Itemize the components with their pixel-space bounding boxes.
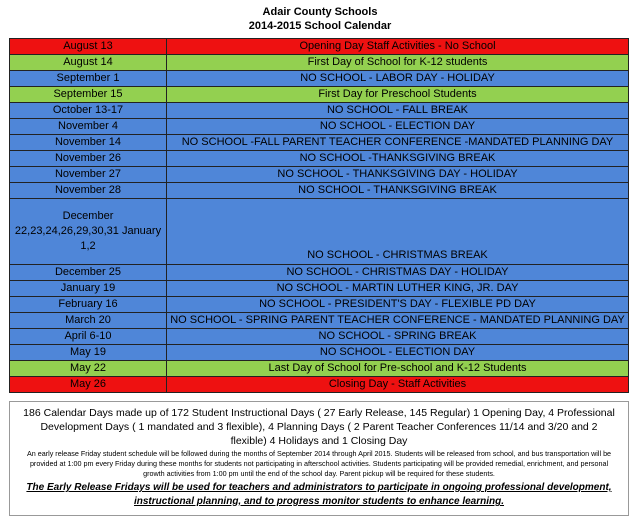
calendar-table-body [10, 39, 629, 393]
calendar-row [10, 199, 629, 265]
calendar-event: NO SCHOOL - THANKSGIVING DAY - HOLIDAY [167, 167, 629, 183]
calendar-row [10, 329, 629, 345]
notes-box [9, 401, 629, 516]
calendar-row [10, 297, 629, 313]
early-release-purpose: The Early Release Fridays will be used for teachers and administrators to participate in ongoing professional development, instructional planning, and to progress monitor students to enhance learning. [26, 482, 612, 507]
calendar-event: NO SCHOOL - ELECTION DAY [167, 345, 629, 361]
calendar-row [10, 71, 629, 87]
calendar-row [10, 183, 629, 199]
page-title: Adair County Schools [262, 6, 378, 18]
calendar-row [10, 313, 629, 329]
calendar-date: May 22 [10, 361, 167, 377]
calendar-date: August 14 [10, 55, 167, 71]
calendar-event: NO SCHOOL - THANKSGIVING BREAK [167, 183, 629, 199]
calendar-row [10, 281, 629, 297]
calendar-event: NO SCHOOL - FALL BREAK [167, 103, 629, 119]
calendar-event: NO SCHOOL - PRESIDENT'S DAY - FLEXIBLE PD DAY [167, 297, 629, 313]
calendar-event: Opening Day Staff Activities - No School [167, 39, 629, 55]
calendar-date: November 28 [10, 183, 167, 199]
calendar-row [10, 87, 629, 103]
calendar-event: NO SCHOOL - SPRING PARENT TEACHER CONFERENCE - MANDATED PLANNING DAY [167, 313, 629, 329]
calendar-row [10, 151, 629, 167]
calendar-event: Closing Day - Staff Activities [167, 377, 629, 393]
calendar-row [10, 135, 629, 151]
calendar-date: January 19 [10, 281, 167, 297]
calendar-date: November 4 [10, 119, 167, 135]
days-summary: 186 Calendar Days made up of 172 Student Instructional Days ( 27 Early Release, 145 Regular) 1 Opening Day, 4 Professional Development Days ( 1 mandated and 3 flexible), 4 Planning Days ( 2 Parent Teacher Conferences 11/14 and 3/20 and 2 flexible) 4 Holidays and 1 Closing Day [23, 407, 615, 447]
calendar-event: First Day for Preschool Students [167, 87, 629, 103]
calendar-date: May 26 [10, 377, 167, 393]
calendar-date: November 14 [10, 135, 167, 151]
calendar-event: NO SCHOOL - SPRING BREAK [167, 329, 629, 345]
calendar-date: December 25 [10, 265, 167, 281]
calendar-date: November 26 [10, 151, 167, 167]
calendar-date: December 22,23,24,26,29,30,31 January 1,2 [10, 199, 167, 265]
calendar-table [9, 38, 629, 393]
calendar-event: First Day of School for K-12 students [167, 55, 629, 71]
calendar-row [10, 167, 629, 183]
calendar-event: NO SCHOOL - LABOR DAY - HOLIDAY [167, 71, 629, 87]
page-subtitle: 2014-2015 School Calendar [248, 20, 392, 32]
early-release-note: An early release Friday student schedule will be followed during the months of September 2014 through April 2015. Students will be released from school, and bus transportation will be provided at 1:00 pm every Friday during these months for students not participating in afterschool activities. Students participating will be provided remedial, enrichment, and personal growth activities from 1:00 pm until the end of the school day. Parent pickup will be required for these students. [26, 449, 612, 478]
calendar-date: September 1 [10, 71, 167, 87]
calendar-row [10, 39, 629, 55]
calendar-row [10, 345, 629, 361]
calendar-date: September 15 [10, 87, 167, 103]
calendar-row [10, 265, 629, 281]
calendar-event: NO SCHOOL - CHRISTMAS DAY - HOLIDAY [167, 265, 629, 281]
calendar-event: NO SCHOOL - CHRISTMAS BREAK [167, 199, 629, 265]
calendar-event: NO SCHOOL -FALL PARENT TEACHER CONFERENCE -MANDATED PLANNING DAY [167, 135, 629, 151]
calendar-row [10, 119, 629, 135]
calendar-row [10, 55, 629, 71]
calendar-date: November 27 [10, 167, 167, 183]
calendar-row [10, 377, 629, 393]
calendar-event: NO SCHOOL -THANKSGIVING BREAK [167, 151, 629, 167]
calendar-date: August 13 [10, 39, 167, 55]
calendar-date: April 6-10 [10, 329, 167, 345]
calendar-row [10, 361, 629, 377]
calendar-event: NO SCHOOL - ELECTION DAY [167, 119, 629, 135]
calendar-date: May 19 [10, 345, 167, 361]
calendar-date: October 13-17 [10, 103, 167, 119]
calendar-date: February 16 [10, 297, 167, 313]
calendar-row [10, 103, 629, 119]
calendar-event: NO SCHOOL - MARTIN LUTHER KING, JR. DAY [167, 281, 629, 297]
calendar-date: March 20 [10, 313, 167, 329]
calendar-event: Last Day of School for Pre-school and K-12 Students [167, 361, 629, 377]
